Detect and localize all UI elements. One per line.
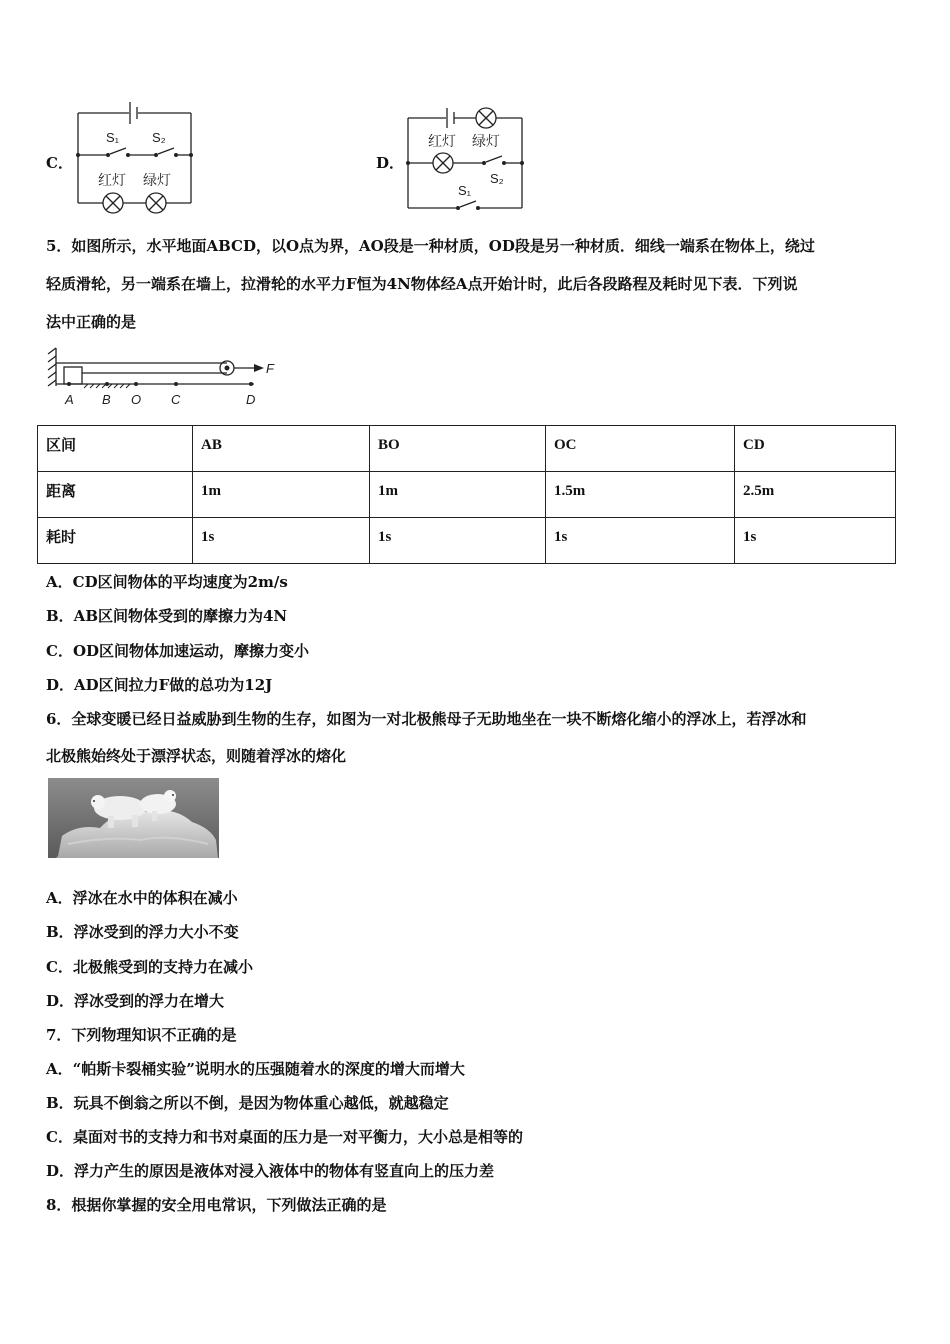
q6-option-b: B．浮冰受到的浮力大小不变 (46, 923, 239, 941)
table-header-cell: 区间 (38, 426, 193, 472)
q5-stem-line2: 轻质滑轮，另一端系在墙上，拉滑轮的水平力F恒为4N物体经A点开始计时，此后各段路程及耗时见下表．下列说 (46, 275, 798, 293)
switch-s1-label: S₁ (458, 183, 472, 198)
q6-option-c: C．北极熊受到的支持力在减小 (46, 958, 253, 976)
q6-stem-line2: 北极熊始终处于漂浮状态，则随着浮冰的熔化 (46, 747, 347, 765)
green-lamp-label: 绿灯 (472, 133, 500, 149)
q7-option-b: B．玩具不倒翁之所以不倒，是因为物体重心越低，就越稳定 (46, 1094, 449, 1112)
pulley-figure (44, 344, 280, 410)
option-c-label: C． (46, 154, 73, 172)
q7-option-a: A．“帕斯卡裂桶实验”说明水的压强随着水的深度的增大而增大 (46, 1060, 465, 1078)
force-f-label: F (266, 361, 274, 376)
point-d-label: D (246, 392, 256, 407)
circuit-diagram-d (400, 100, 532, 216)
switch-s2-label: S₂ (490, 171, 504, 186)
table-header-cell: AB (193, 426, 370, 472)
table-header-cell: CD (735, 426, 896, 472)
switch-s1-label: S₁ (106, 130, 120, 145)
table-header-cell: BO (370, 426, 546, 472)
table-header-row (38, 426, 896, 472)
red-lamp-label: 红灯 (98, 172, 126, 188)
table-cell: 1s (193, 518, 370, 564)
q7-option-d: D．浮力产生的原因是液体对浸入液体中的物体有竖直向上的压力差 (46, 1162, 495, 1180)
table-cell: 1s (546, 518, 735, 564)
green-lamp-label: 绿灯 (143, 172, 171, 188)
table-cell: 耗时 (38, 518, 193, 564)
table-cell: 1s (735, 518, 896, 564)
point-a-label: A (65, 392, 74, 407)
table-cell: 1m (370, 472, 546, 518)
table-cell: 距离 (38, 472, 193, 518)
point-c-label: C (171, 392, 181, 407)
q6-option-d: D．浮冰受到的浮力在增大 (46, 992, 225, 1010)
option-d-label: D． (376, 154, 405, 172)
point-b-label: B (102, 392, 111, 407)
q7-option-c: C．桌面对书的支持力和书对桌面的压力是一对平衡力，大小总是相等的 (46, 1128, 523, 1146)
table-cell: 1.5m (546, 472, 735, 518)
q7-stem: 7．下列物理知识不正确的是 (46, 1026, 237, 1044)
q5-option-a: A．CD区间物体的平均速度为2m/s (46, 573, 288, 591)
table-cell: 2.5m (735, 472, 896, 518)
table-cell: 1m (193, 472, 370, 518)
q8-stem: 8．根据你掌握的安全用电常识，下列做法正确的是 (46, 1196, 387, 1214)
q5-stem-line1: 5．如图所示，水平地面ABCD，以O点为界，AO段是一种材质，OD段是另一种材质．细线一端系在物体上，绕过 (46, 237, 815, 255)
table-cell: 1s (370, 518, 546, 564)
q6-option-a: A．浮冰在水中的体积在减小 (46, 889, 238, 907)
q5-option-c: C．OD区间物体加速运动，摩擦力变小 (46, 642, 310, 660)
table-row (38, 518, 896, 564)
point-o-label: O (131, 392, 142, 407)
q5-data-table (37, 425, 896, 564)
q5-stem-line3: 法中正确的是 (46, 313, 137, 331)
switch-s2-label: S₂ (152, 130, 166, 145)
red-lamp-label: 红灯 (428, 133, 456, 149)
table-header-cell: OC (546, 426, 735, 472)
q5-option-d: D．AD区间拉力F做的总功为12J (46, 676, 273, 694)
q5-option-b: B．AB区间物体受到的摩擦力为4N (46, 607, 288, 625)
circuit-diagram-c (70, 96, 200, 216)
q6-stem-line1: 6．全球变暖已经日益威胁到生物的生存，如图为一对北极熊母子无助地坐在一块不断熔化缩小的浮冰上，若浮冰和 (46, 710, 807, 728)
table-row (38, 472, 896, 518)
polar-bear-photo (48, 778, 219, 858)
